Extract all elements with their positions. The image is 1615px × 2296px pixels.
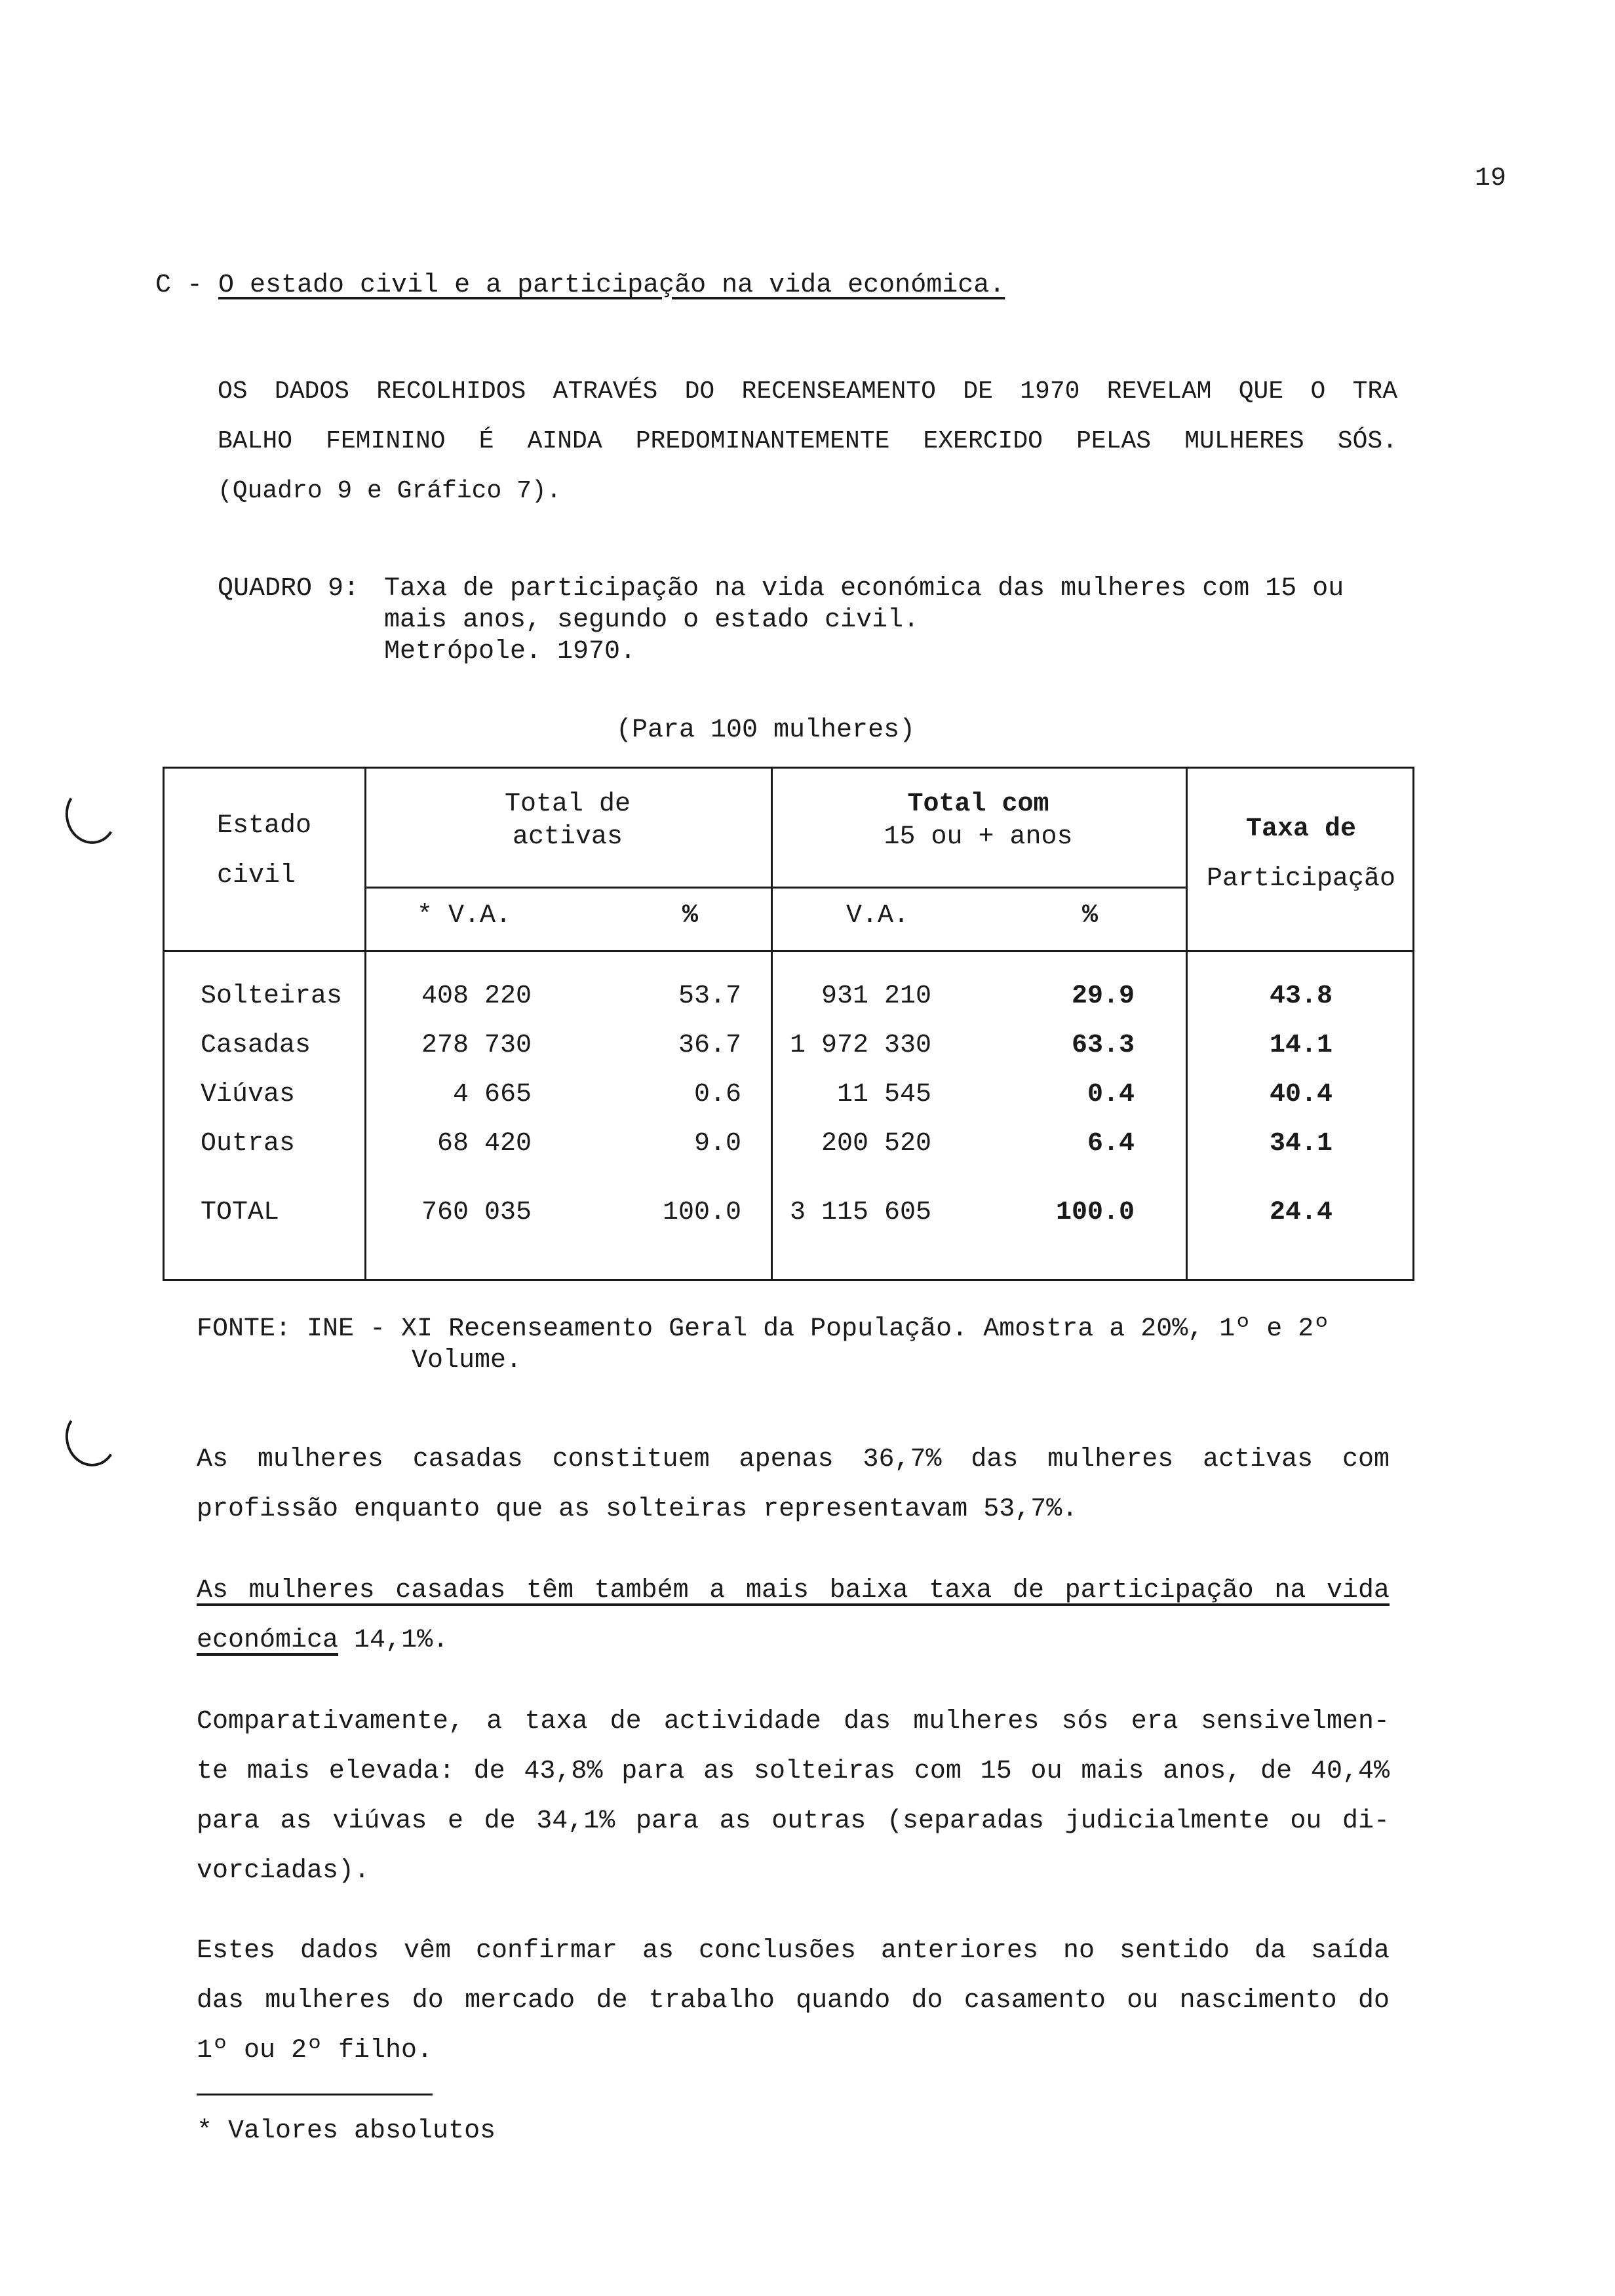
paragraph-line: Comparativamente, a taxa de actividade das mulheres sós era sensivelmen-: [197, 1707, 1390, 1736]
cell-act-va: 278 730: [421, 1031, 532, 1060]
intro-line: OS DADOS RECOLHIDOS ATRAVÉS DO RECENSEAMENTO DE 1970 REVELAM QUE O TRA: [218, 377, 1397, 406]
table-divider: [364, 887, 1186, 889]
footnote: * Valores absolutos: [197, 2116, 496, 2146]
cell-act-va: 408 220: [421, 982, 532, 1011]
paragraph-line: para as viúvas e de 34,1% para as outras (separadas judicialmente ou di-: [197, 1807, 1390, 1836]
header-total-activas: [364, 788, 771, 854]
cell-tot-va: 11 545: [836, 1080, 931, 1109]
cell-act-pct: 53.7: [678, 982, 741, 1011]
header-estado-line2: civil: [217, 861, 296, 890]
cell-tot-va: 3 115 605: [789, 1198, 931, 1227]
header-total-activas-line1: Total de: [504, 790, 631, 819]
cell-tot-pct: 6.4: [1087, 1129, 1135, 1158]
paragraph-line: As mulheres casadas têm também a mais baixa taxa de participação na vida: [197, 1576, 1390, 1605]
header-va-star: * V.A.: [417, 901, 512, 930]
header-pct-1: %: [682, 901, 699, 930]
paragraph-line: vorciadas).: [197, 1856, 370, 1886]
paragraph: [197, 1435, 1390, 1535]
header-total-15: [771, 788, 1186, 854]
intro-line: (Quadro 9 e Gráfico 7).: [218, 477, 562, 505]
cell-taxa: 34.1: [1269, 1129, 1333, 1158]
cell-estado: TOTAL: [201, 1198, 280, 1227]
header-total-activas-line2: activas: [512, 822, 623, 852]
section-prefix: C -: [155, 271, 219, 300]
paragraph-line: Estes dados vêm confirmar as conclusões anteriores no sentido da saída: [197, 1936, 1390, 1966]
cell-taxa: 14.1: [1269, 1031, 1333, 1060]
quadro-label: QUADRO 9:: [218, 574, 360, 603]
cell-tot-va: 200 520: [821, 1129, 931, 1158]
cell-tot-va: 1 972 330: [789, 1031, 931, 1060]
quadro-title-line: mais anos, segundo o estado civil.: [384, 605, 920, 635]
quadro-title-line: Taxa de participação na vida económica das mulheres com 15 ou: [384, 574, 1344, 603]
section-title: O estado civil e a participação na vida económica.: [218, 271, 1005, 300]
table-unit: (Para 100 mulheres): [616, 716, 916, 745]
header-estado-line1: Estado: [217, 811, 312, 841]
data-table: [163, 767, 1414, 1281]
header-total-15-line1: Total com: [907, 790, 1049, 819]
paragraph-line: profissão enquanto que as solteiras representavam 53,7%.: [197, 1495, 1078, 1524]
intro-line: BALHO FEMININO É AINDA PREDOMINANTEMENTE EXERCIDO PELAS MULHERES SÓS.: [218, 427, 1397, 455]
paragraph-line: das mulheres do mercado de trabalho quando do casamento ou nascimento do: [197, 1986, 1390, 2016]
cell-act-pct: 9.0: [693, 1129, 741, 1158]
source-line: Volume.: [412, 1346, 522, 1375]
quadro-title: [384, 573, 1407, 668]
cell-estado: Viúvas: [201, 1080, 296, 1109]
paragraph-line: [197, 1616, 1390, 1666]
header-taxa-line1: Taxa de: [1245, 814, 1357, 844]
underlined-word: económica: [197, 1626, 339, 1655]
intro-paragraph: [218, 367, 1397, 516]
header-estado: [217, 801, 311, 901]
header-taxa-line2: Participação: [1206, 864, 1396, 894]
cell-tot-va: 931 210: [821, 982, 931, 1011]
punch-hole-mark: [61, 1405, 121, 1470]
cell-taxa: 24.4: [1269, 1198, 1333, 1227]
cell-estado: Solteiras: [201, 982, 343, 1011]
page-number: 19: [1475, 164, 1507, 193]
table-divider: [165, 950, 1412, 952]
cell-act-va: 4 665: [452, 1080, 532, 1109]
cell-tot-pct: 29.9: [1071, 982, 1135, 1011]
cell-act-pct: 100.0: [662, 1198, 741, 1227]
cell-taxa: 40.4: [1269, 1080, 1333, 1109]
cell-act-va: 68 420: [437, 1129, 532, 1158]
header-pct-2: %: [1082, 901, 1099, 930]
cell-act-va: 760 035: [421, 1198, 532, 1227]
header-taxa: [1186, 805, 1416, 904]
paragraph: [197, 1566, 1390, 1666]
cell-estado: Casadas: [201, 1031, 311, 1060]
paragraph: [197, 1697, 1390, 1896]
paragraph-line: As mulheres casadas constituem apenas 36,7% das mulheres activas com: [197, 1445, 1390, 1474]
header-va: V.A.: [846, 901, 910, 930]
cell-tot-pct: 0.4: [1087, 1080, 1135, 1109]
section-heading: [155, 271, 1005, 300]
source-line: FONTE: INE - XI Recenseamento Geral da População. Amostra a 20%, 1º e 2º: [197, 1314, 1330, 1344]
cell-tot-pct: 63.3: [1071, 1031, 1135, 1060]
paragraph-text: 14,1%.: [338, 1626, 449, 1655]
cell-taxa: 43.8: [1269, 982, 1333, 1011]
cell-estado: Outras: [201, 1129, 296, 1158]
paragraph-line: te mais elevada: de 43,8% para as solteiras com 15 ou mais anos, de 40,4%: [197, 1757, 1390, 1786]
cell-tot-pct: 100.0: [1055, 1198, 1135, 1227]
paragraph-line: 1º ou 2º filho.: [197, 2036, 433, 2065]
quadro-title-line: Metrópole. 1970.: [384, 637, 636, 666]
header-total-15-line2: 15 ou + anos: [884, 822, 1073, 852]
paragraph: [197, 1926, 1390, 2076]
punch-hole-mark: [61, 782, 121, 848]
table-source: [197, 1314, 1329, 1377]
footnote-rule: [197, 2094, 433, 2095]
cell-act-pct: 0.6: [693, 1080, 741, 1109]
cell-act-pct: 36.7: [678, 1031, 741, 1060]
